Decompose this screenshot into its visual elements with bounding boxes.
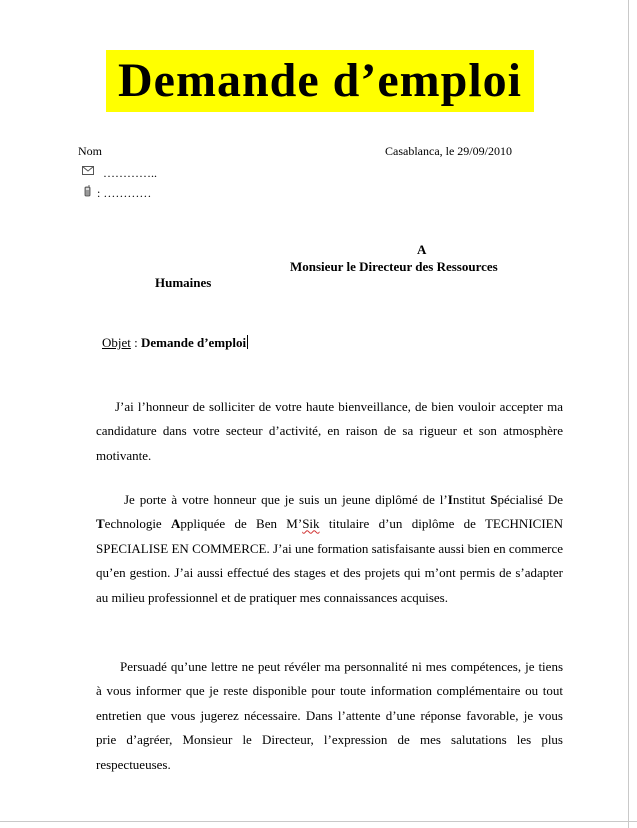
p2-text-3: pécialisé De bbox=[497, 492, 563, 507]
p2-text-2: nstitut bbox=[452, 492, 491, 507]
page-border-bottom bbox=[0, 821, 637, 822]
paragraph-2[interactable] bbox=[96, 488, 563, 610]
p2-text-4: echnologie bbox=[104, 516, 172, 532]
name-label[interactable]: Nom bbox=[78, 144, 102, 158]
p2-text-1: Je porte à votre honneur que je suis un jeune diplômé de l’ bbox=[124, 492, 448, 507]
recipient-line2[interactable]: Humaines bbox=[155, 275, 212, 290]
date-line[interactable]: Casablanca, le 29/09/2010 bbox=[385, 144, 512, 158]
page-border-right bbox=[628, 0, 629, 828]
email-line[interactable]: ………….. bbox=[103, 166, 157, 180]
p2-spell-error-sik: Sik bbox=[302, 516, 320, 532]
p2-initial-s: S bbox=[490, 492, 498, 507]
phone-line[interactable]: : ………… bbox=[97, 186, 152, 200]
recipient-line1[interactable]: Monsieur le Directeur des Ressources bbox=[290, 259, 498, 274]
p2-initial-t: T bbox=[96, 516, 105, 532]
subject-text: Demande d’emploi bbox=[141, 335, 247, 350]
p2-initial-i: I bbox=[447, 492, 453, 507]
recipient-a[interactable]: A bbox=[417, 242, 427, 257]
p2-text-5: ppliquée de Ben M’ bbox=[180, 516, 303, 532]
p2-text-6: titulaire d’un diplôme de TECHNICIEN SPECIALISE EN COMMERCE. J’ai une formation satisfaisante aussi bien en commerce qu’en gestion. J’ai aussi effectué des stages et des projets qui m’ont permis de s’adapter au milieu professionnel et de pratiquer mes connaissances acquises. bbox=[96, 516, 563, 605]
p2-initial-a: A bbox=[171, 516, 181, 532]
phone-icon bbox=[84, 185, 91, 197]
subject-separator: : bbox=[130, 335, 142, 350]
document-title[interactable]: Demande d’emploi bbox=[118, 54, 522, 107]
envelope-icon bbox=[82, 166, 94, 175]
subject-line[interactable] bbox=[102, 335, 248, 350]
subject-label: Objet bbox=[102, 335, 131, 350]
text-cursor bbox=[247, 335, 248, 349]
paragraph-1[interactable]: J’ai l’honneur de solliciter de votre haute bienveillance, de bien vouloir accepter ma candidature dans votre secteur d’activité, en raison de sa rigueur et son atmosphère motivante. bbox=[96, 399, 563, 463]
paragraph-3[interactable]: Persuadé qu’une lettre ne peut révéler ma personnalité ni mes compétences, je tiens à vous informer que je reste disponible pour toute information complémentaire ou tout entretien que vous jugerez nécessaire. Dans l’attente d’une réponse favorable, je vous prie d’agréer, Monsieur le Directeur, l’expression de mes salutations les plus respectueuses. bbox=[96, 659, 563, 772]
